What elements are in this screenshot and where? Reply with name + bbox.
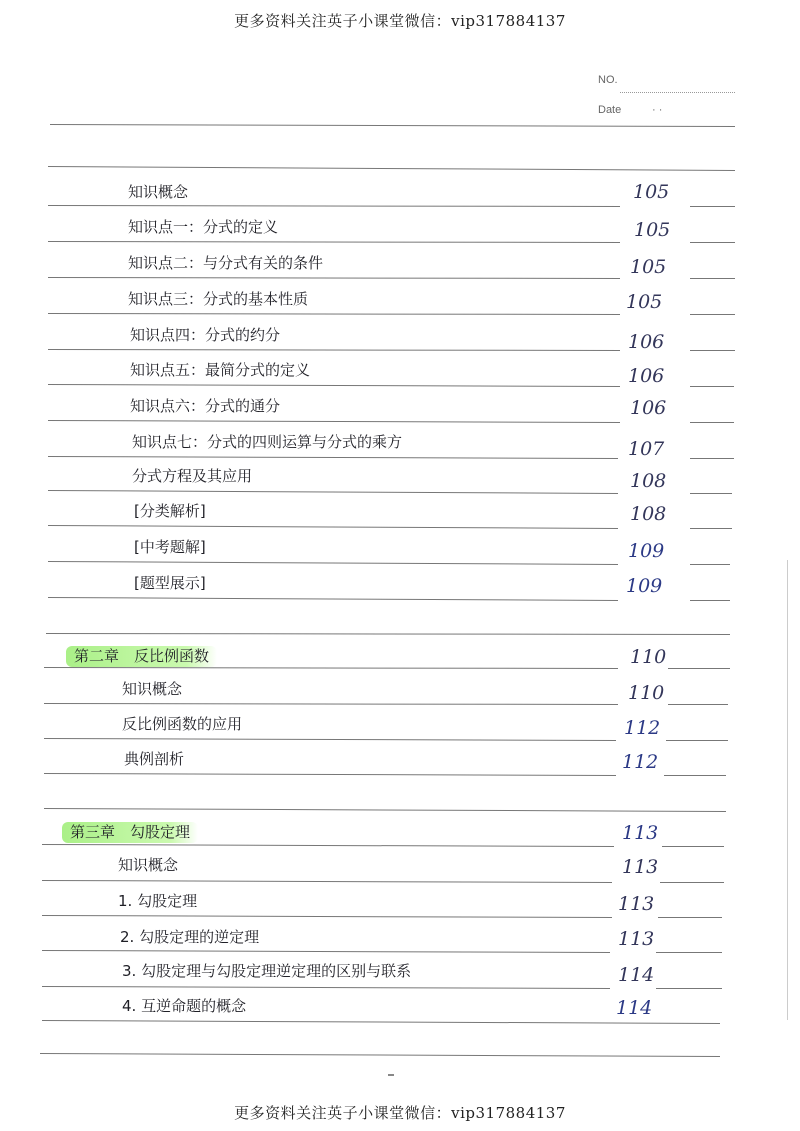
ruled-line (44, 738, 616, 741)
toc-entry-page: 113 (618, 928, 655, 950)
ruled-line (690, 422, 734, 423)
toc-entry-title: 知识概念 (128, 183, 189, 201)
notebook-date-dots: · · (652, 104, 663, 116)
toc-entry-page: 105 (630, 256, 667, 278)
ruled-line (668, 668, 730, 669)
toc-entry-title: 知识点六：分式的通分 (130, 397, 281, 415)
toc-entry-page: 106 (628, 331, 665, 353)
toc-entry-page: 112 (622, 751, 659, 773)
toc-entry-page: 113 (622, 822, 659, 844)
ruled-line (44, 808, 726, 812)
ruled-line (48, 384, 620, 387)
ruled-line (42, 950, 610, 953)
ruled-line (50, 124, 735, 127)
ruled-line (48, 456, 618, 459)
notebook-date-label: Date (598, 104, 622, 116)
ruled-line (48, 525, 618, 529)
toc-entry-title: 1. 勾股定理 (118, 892, 198, 910)
ruled-line (690, 350, 735, 351)
toc-entry-page: 113 (618, 893, 655, 915)
ruled-line (48, 205, 620, 207)
toc-entry-page: 113 (622, 856, 659, 878)
ruled-line (44, 703, 618, 705)
chapter-2-heading: 第二章 反比例函数 (66, 646, 217, 667)
toc-entry-page: 105 (634, 219, 671, 241)
ruled-line (48, 561, 618, 565)
ruled-line (44, 667, 618, 669)
scan-edge-shadow (787, 560, 788, 1020)
ruled-line (664, 775, 726, 776)
toc-entry-page: 108 (630, 470, 667, 492)
toc-entry-page: 106 (630, 397, 667, 419)
ruled-line (668, 704, 728, 705)
ruled-line (42, 915, 612, 918)
ruled-line (690, 528, 732, 529)
chapter-3-heading: 第三章 勾股定理 (62, 822, 198, 843)
ruled-line (48, 166, 735, 171)
toc-entry-page: 107 (628, 438, 665, 460)
watermark-bottom: 更多资料关注英子小课堂微信：vip317884137 (234, 1104, 566, 1122)
ruled-line (48, 241, 620, 243)
toc-entry-title: 分式方程及其应用 (132, 467, 253, 485)
toc-entry-title: 反比例函数的应用 (122, 715, 243, 733)
ruled-line (690, 564, 730, 565)
ruled-line (48, 313, 620, 315)
toc-entry-title: 4. 互逆命题的概念 (122, 997, 247, 1015)
toc-entry-title: 2. 勾股定理的逆定理 (120, 928, 260, 946)
ruled-line (48, 349, 620, 351)
toc-entry-title: 知识概念 (122, 680, 183, 698)
toc-entry-page: 110 (630, 646, 667, 668)
ruled-line (656, 988, 722, 989)
toc-entry-page: 108 (630, 503, 667, 525)
notebook-no-label: NO. (598, 74, 618, 86)
toc-entry-title: 知识点三：分式的基本性质 (128, 290, 309, 308)
ruled-line (44, 773, 616, 776)
ruled-line (690, 600, 730, 601)
toc-entry-page: 114 (618, 964, 655, 986)
ruled-line (48, 420, 620, 423)
ruled-line (656, 952, 722, 953)
ruled-line (690, 206, 735, 207)
toc-entry-page: 112 (624, 717, 661, 739)
toc-entry-title: 知识点二：与分式有关的条件 (128, 254, 324, 272)
toc-entry-title: 典例剖析 (124, 750, 185, 768)
toc-entry-page: 105 (626, 291, 663, 313)
ruled-line (40, 1053, 720, 1057)
ruled-line (662, 846, 724, 847)
toc-entry-title: [中考题解] (134, 538, 206, 556)
toc-entry-title: 3. 勾股定理与勾股定理逆定理的区别与联系 (122, 962, 412, 980)
ruled-line (690, 458, 734, 459)
toc-entry-page: 114 (616, 997, 653, 1019)
ruled-line (46, 633, 730, 635)
toc-entry-page: 109 (628, 540, 665, 562)
toc-entry-page: 110 (628, 682, 665, 704)
toc-entry-page: 106 (628, 365, 665, 387)
ruled-line (690, 493, 732, 494)
ruled-line (48, 277, 620, 279)
scan-speck (388, 1074, 394, 1076)
ruled-line (42, 880, 612, 883)
ruled-line (690, 386, 734, 387)
ruled-line (658, 917, 722, 918)
toc-entry-title: 知识点五：最简分式的定义 (130, 361, 311, 379)
ruled-line (660, 882, 724, 883)
ruled-line (42, 844, 614, 847)
toc-entry-title: 知识点一：分式的定义 (128, 218, 279, 236)
watermark-top: 更多资料关注英子小课堂微信：vip317884137 (234, 12, 566, 30)
ruled-line (690, 242, 735, 243)
toc-entry-page: 105 (633, 181, 670, 203)
toc-entry-title: [题型展示] (134, 574, 206, 592)
ruled-line (690, 314, 735, 315)
ruled-line (48, 490, 618, 494)
ruled-line (48, 597, 618, 601)
ruled-line (666, 740, 728, 741)
toc-entry-page: 109 (626, 575, 663, 597)
toc-entry-title: 知识点七：分式的四则运算与分式的乘方 (132, 433, 403, 451)
ruled-line (690, 278, 735, 279)
no-dotted-line (620, 92, 735, 93)
ruled-line (42, 1020, 720, 1024)
toc-entry-title: [分类解析] (134, 502, 206, 520)
toc-entry-title: 知识概念 (118, 856, 179, 874)
ruled-line (42, 986, 610, 989)
toc-entry-title: 知识点四：分式的约分 (130, 326, 281, 344)
